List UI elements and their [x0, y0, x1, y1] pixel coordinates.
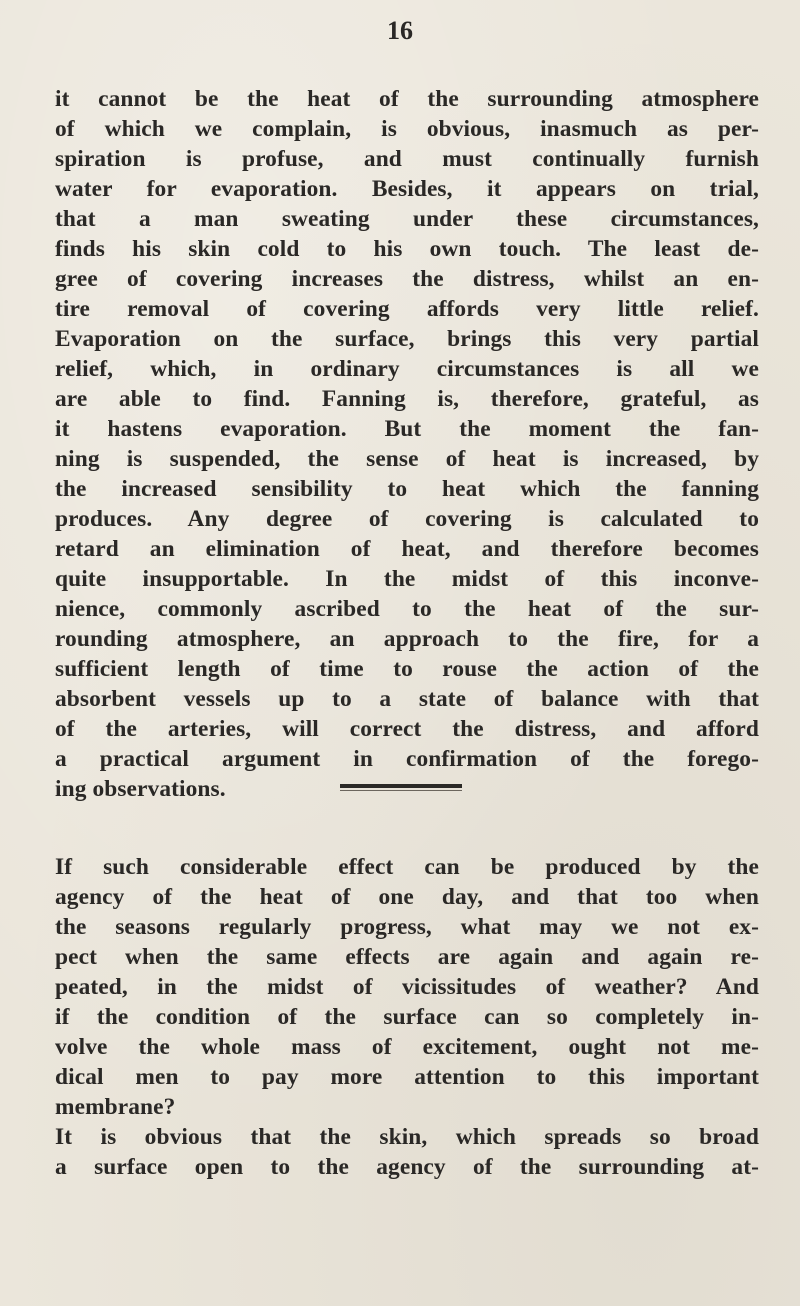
text-line: It is obvious that the skin, which spreads so broad: [55, 1124, 759, 1150]
text-line: are able to find. Fanning is, therefore, grateful, as: [55, 386, 759, 412]
text-line: gree of covering increases the distress, whilst an en-: [55, 266, 759, 292]
text-line: volve the whole mass of excitement, ought not me-: [55, 1034, 759, 1060]
text-line: nience, commonly ascribed to the heat of the sur-: [55, 596, 759, 622]
section-divider: [340, 784, 462, 788]
text-line: that a man sweating under these circumstances,: [55, 206, 759, 232]
text-line: water for evaporation. Besides, it appears on trial,: [55, 176, 759, 202]
text-line: sufficient length of time to rouse the action of the: [55, 656, 759, 682]
text-line: peated, in the midst of vicissitudes of weather? And: [55, 974, 759, 1000]
text-line: of the arteries, will correct the distress, and afford: [55, 716, 759, 742]
text-line: finds his skin cold to his own touch. The least de-: [55, 236, 759, 262]
text-line: it hastens evaporation. But the moment the fan-: [55, 416, 759, 442]
text-line: dical men to pay more attention to this important: [55, 1064, 759, 1090]
paragraph-1: [55, 84, 759, 804]
text-line: relief, which, in ordinary circumstances is all we: [55, 356, 759, 382]
text-line: pect when the same effects are again and again re-: [55, 944, 759, 970]
text-line: retard an elimination of heat, and therefore becomes: [55, 536, 759, 562]
text-line: the seasons regularly progress, what may we not ex-: [55, 914, 759, 940]
text-line: a surface open to the agency of the surrounding at-: [55, 1154, 759, 1180]
page-number: 16: [387, 16, 413, 45]
text-line: Evaporation on the surface, brings this very partial: [55, 326, 759, 352]
text-line: a practical argument in confirmation of the forego-: [55, 746, 759, 772]
text-line: spiration is profuse, and must continually furnish: [55, 146, 759, 172]
paragraph-2: [55, 852, 759, 1182]
text-line: ing observations.: [55, 776, 226, 802]
text-line: rounding atmosphere, an approach to the fire, for a: [55, 626, 759, 652]
text-line: it cannot be the heat of the surrounding atmosphere: [55, 86, 759, 112]
text-line: produces. Any degree of covering is calculated to: [55, 506, 759, 532]
text-line: ning is suspended, the sense of heat is increased, by: [55, 446, 759, 472]
text-line: membrane?: [55, 1094, 176, 1120]
text-line: of which we complain, is obvious, inasmuch as per-: [55, 116, 759, 142]
text-line: if the condition of the surface can so completely in-: [55, 1004, 759, 1030]
text-line: If such considerable effect can be produced by the: [55, 854, 759, 880]
text-line: absorbent vessels up to a state of balance with that: [55, 686, 759, 712]
text-line: quite insupportable. In the midst of this inconve-: [55, 566, 759, 592]
text-line: the increased sensibility to heat which the fanning: [55, 476, 759, 502]
text-line: agency of the heat of one day, and that too when: [55, 884, 759, 910]
text-line: tire removal of covering affords very little relief.: [55, 296, 759, 322]
